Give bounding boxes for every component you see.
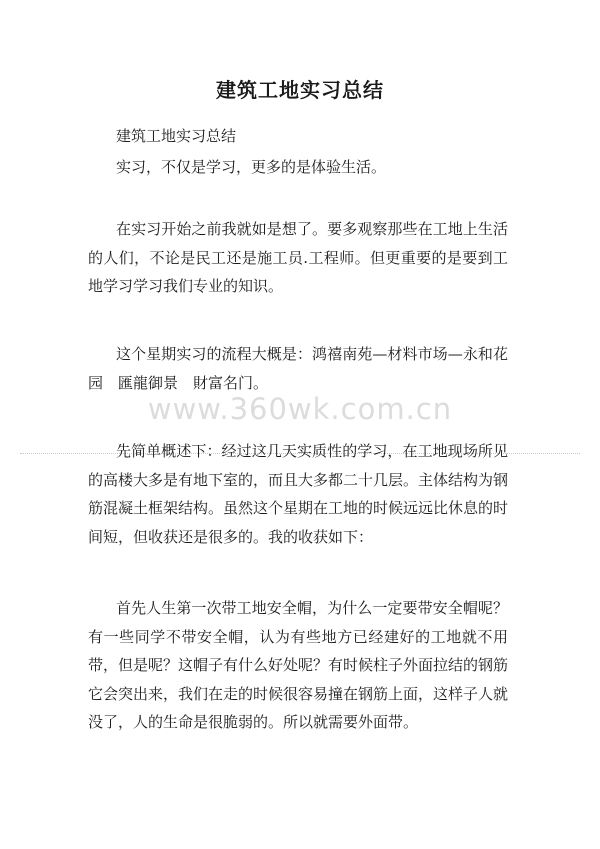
document-subtitle: 建筑工地实习总结 — [116, 127, 237, 145]
paragraph-3: 先简单概述下：经过这几天实质性的学习，在工地现场所见的高楼大多是有地下室的，而且大多都二十几层。主体结构为钢筋混凝土框架结构。虽然这个星期在工地的时候远远比休息的时间短，但收获还是很多的。我的收获如下： — [88, 442, 509, 546]
paragraph-4: 首先人生第一次带工地安全帽，为什么一定要带安全帽呢？有一些同学不带安全帽，认为有些地方已经建好的工地就不用带，但是呢？这帽子有什么好处呢？有时候柱子外面拉结的钢筋它会突出来，我们在走的时候很容易撞在钢筋上面，这样子人就没了，人的生命是很脆弱的。所以就需要外面带。 — [88, 599, 509, 731]
watermark: www.360wk.com.cn — [147, 392, 453, 426]
paragraph-2: 这个星期实习的流程大概是：鸿禧南苑—材料市场—永和花园 匯龍御景 財富名门。 — [88, 345, 508, 392]
document-title: 建筑工地实习总结 — [216, 78, 384, 102]
intro-line: 实习，不仅是学习，更多的是体验生活。 — [116, 158, 387, 176]
paragraph-1: 在实习开始之前我就如是想了。要多观察那些在工地上生活的人们，不论是民工还是施工员.工程师。但更重要的是要到工地学习学习我们专业的知识。 — [88, 220, 508, 295]
